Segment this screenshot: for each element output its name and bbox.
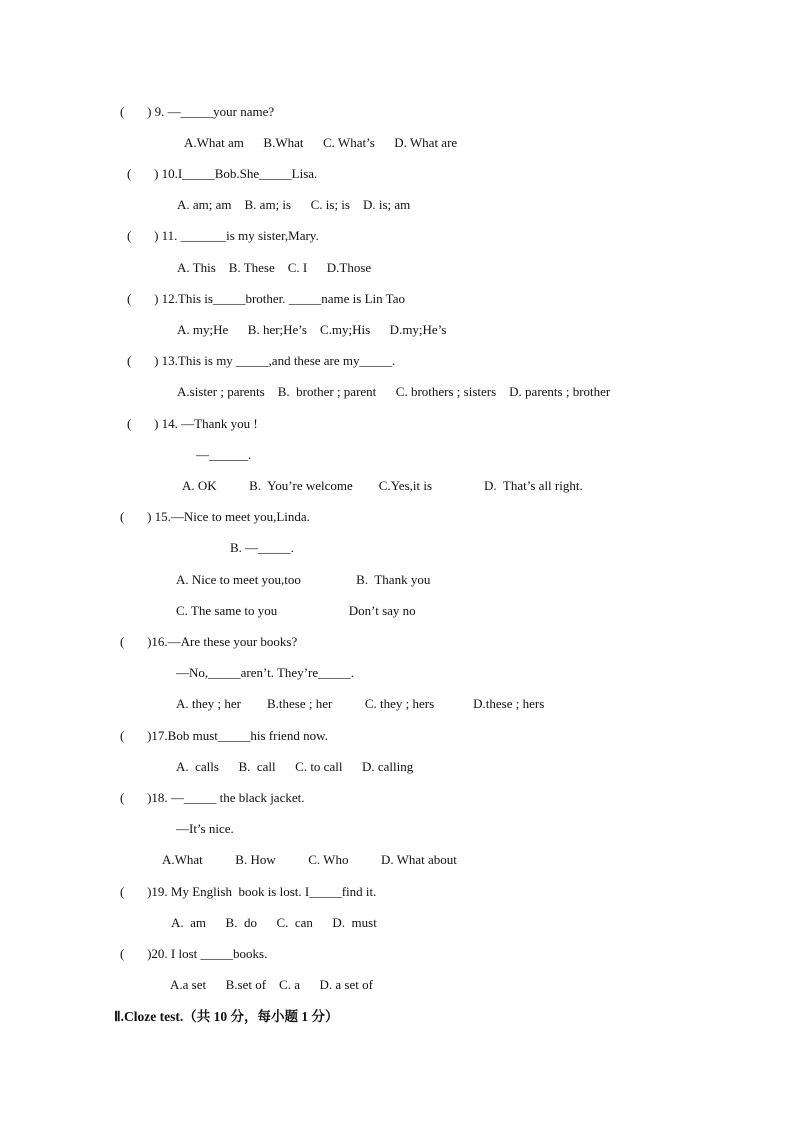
question-12: ( ) 12.This is_____brother. _____name is Lin Tao [127,291,405,306]
question-17: ( )17.Bob must_____his friend now. [120,728,328,743]
question-12-options: A. my;He B. her;He’s C.my;His D.my;He’s [177,322,447,337]
question-16: ( )16.—Are these your books? [120,634,298,649]
question-14-options: A. OK B. You’re welcome C.Yes,it is D. That’s all right. [182,478,583,493]
question-9: ( ) 9. —_____your name? [120,104,275,119]
question-15-options-a-b: A. Nice to meet you,too B. Thank you [176,572,431,587]
question-15: ( ) 15.—Nice to meet you,Linda. [120,509,310,524]
question-14: ( ) 14. —Thank you ! [127,416,258,431]
question-20: ( )20. I lost _____books. [120,946,268,961]
question-15-answer-line: B. —_____. [230,540,294,555]
question-13: ( ) 13.This is my _____,and these are my_____. [127,353,396,368]
question-17-options: A. calls B. call C. to call D. calling [176,759,414,774]
question-18-options: A.What B. How C. Who D. What about [162,852,457,867]
question-10-options: A. am; am B. am; is C. is; is D. is; am [177,197,411,212]
question-13-options: A.sister ; parents B. brother ; parent C. brothers ; sisters D. parents ; brother [177,384,611,399]
section-heading-cloze-test: Ⅱ.Cloze test.（共 10 分，每小题 1 分） [114,1009,339,1024]
question-20-options: A.a set B.set of C. a D. a set of [170,977,373,992]
question-11: ( ) 11. _______is my sister,Mary. [127,228,319,243]
question-16-answer-line: —No,_____aren’t. They’re_____. [176,665,354,680]
question-11-options: A. This B. These C. I D.Those [177,260,372,275]
question-16-options: A. they ; her B.these ; her C. they ; hers D.these ; hers [176,696,545,711]
question-10: ( ) 10.I_____Bob.She_____Lisa. [127,166,318,181]
question-19-options: A. am B. do C. can D. must [171,915,377,930]
question-19: ( )19. My English book is lost. I_____find it. [120,884,377,899]
question-9-options: A.What am B.What C. What’s D. What are [184,135,458,150]
question-15-options-c-d: C. The same to you Don’t say no [176,603,416,618]
question-14-answer-line: —______. [196,447,252,462]
question-18: ( )18. —_____ the black jacket. [120,790,305,805]
question-18-answer-line: —It’s nice. [176,821,234,836]
